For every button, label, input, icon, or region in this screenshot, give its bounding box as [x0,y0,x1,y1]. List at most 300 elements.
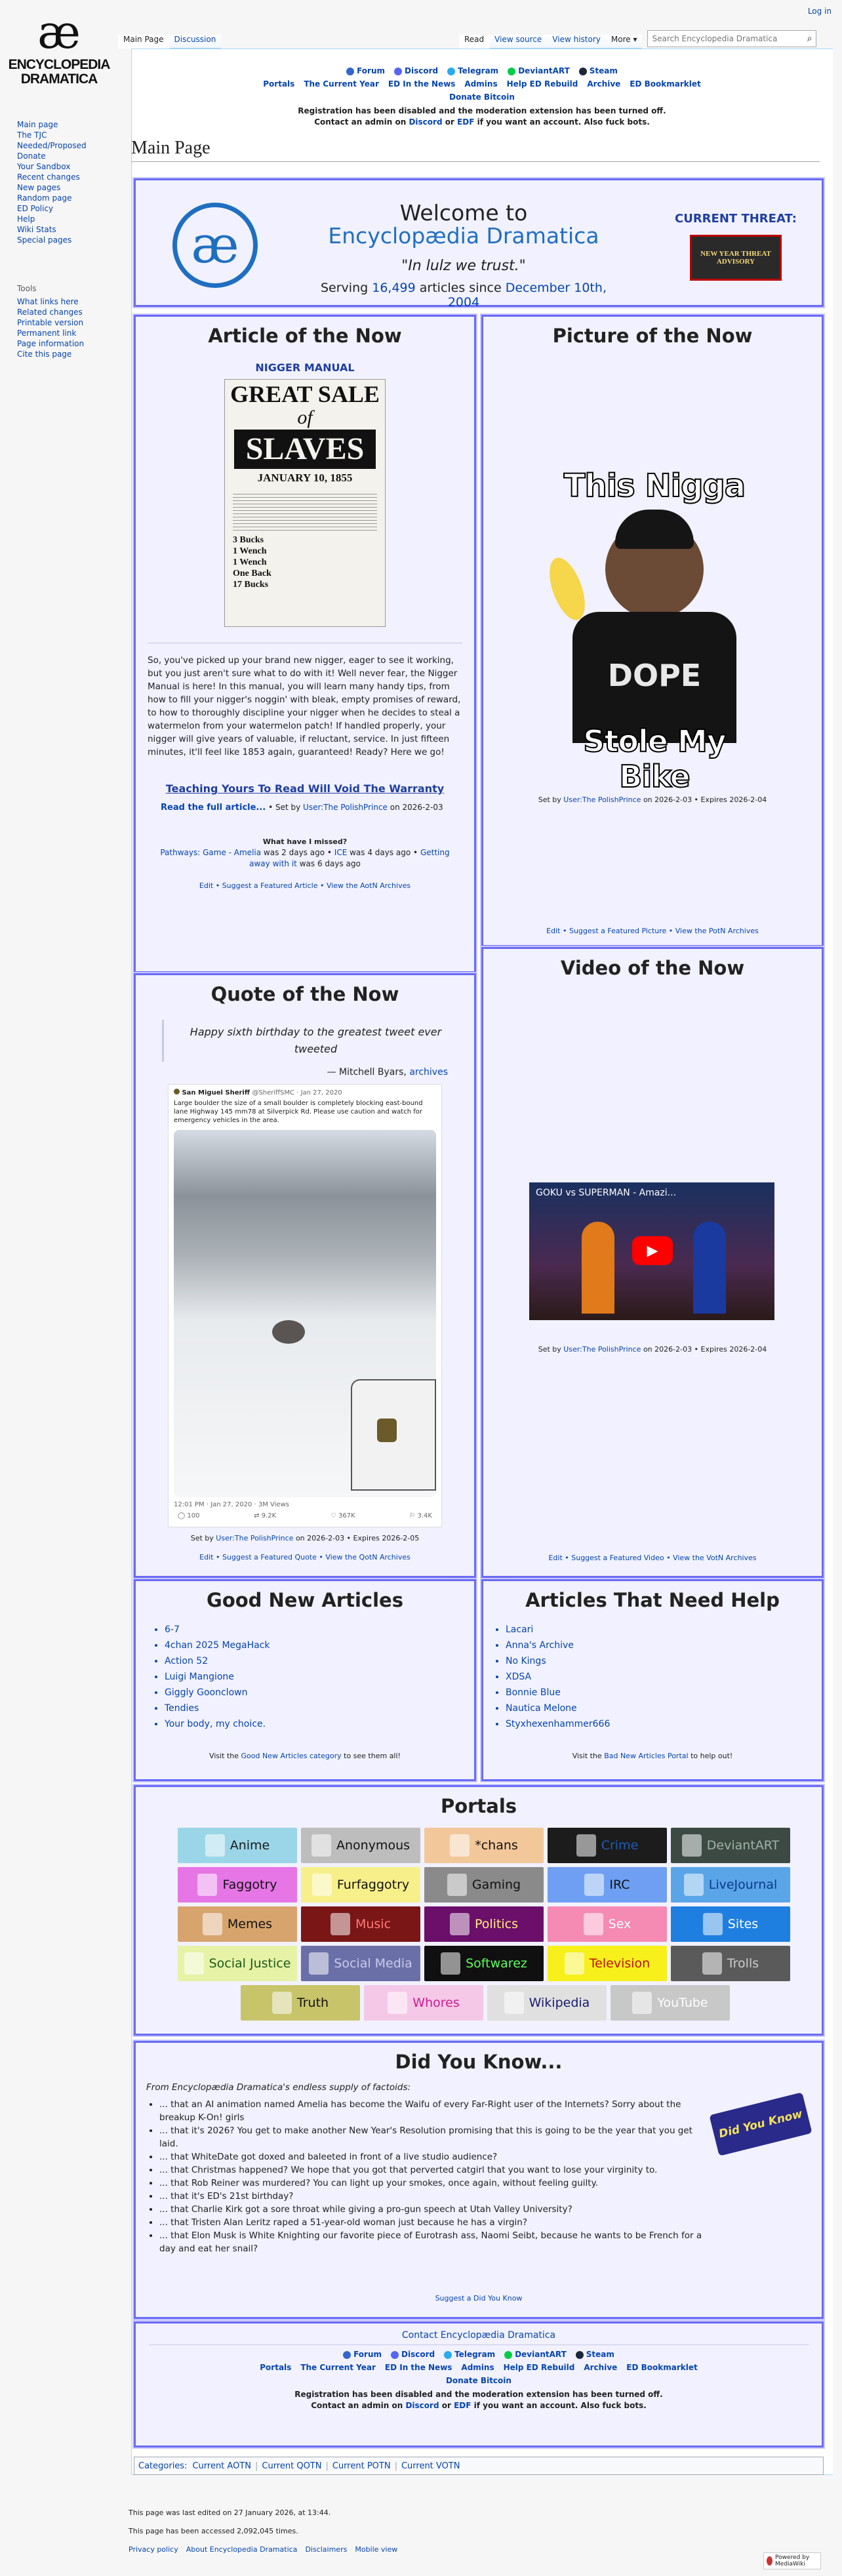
youtube-embed[interactable] [529,1182,774,1320]
serving-b: articles since [419,281,502,295]
sidebar-item-ed-policy[interactable]: ED Policy [17,204,54,213]
tab-view-source[interactable]: View source [489,35,547,49]
logo-line2: DRAMATICA [20,71,98,87]
dyk-list [159,2098,704,2255]
portal-label: Sites [727,1917,759,1931]
contact-discord-link[interactable]: Discord [409,117,443,127]
logo-line1: ENCYCLOPEDIA [8,57,110,72]
portal-label: Crime [601,1838,639,1853]
namespace-tabs [118,30,221,49]
mobile-view-link[interactable]: Mobile view [355,2545,398,2554]
portal-tile[interactable] [301,1906,420,1942]
potn-box [481,315,824,947]
search-icon[interactable]: ⌕ [807,33,812,44]
mediawiki-icon [767,2556,772,2566]
slave-sale-poster[interactable] [224,379,386,627]
portal-label: Truth [296,1996,329,2010]
portal-label: Wikipedia [529,1996,590,2010]
sidebar-item-page-info[interactable]: Page information [17,339,85,348]
tab-view-history[interactable]: View history [547,35,606,49]
portal-icon [184,1952,204,1975]
topnav-row2 [131,79,833,90]
privacy-policy-link[interactable]: Privacy policy [129,2545,178,2554]
contact-steam[interactable] [576,2349,614,2360]
topnav-deviantart-label: DeviantART [518,66,570,75]
qotn-set-user[interactable]: User:The PolishPrince [216,1534,294,1542]
contact-edf-link[interactable]: EDF [457,117,475,127]
bad-articles-portal-link[interactable]: Bad New Articles Portal [604,1752,689,1760]
portal-icon [205,1834,225,1857]
telegram-icon [444,2351,452,2359]
qotn-set-a: Set by [190,1534,214,1542]
portal-tile[interactable] [671,1906,790,1942]
sidebar-tools [17,283,84,359]
list-item: • ... that it's ED's 21st birthday? [159,2190,704,2203]
portal-tile[interactable] [548,1946,667,1981]
contact-registration-notice: Registration has been disabled and the moderation extension has been turned off. [294,2390,663,2399]
contact-archive[interactable]: Archive [584,2363,618,2372]
topnav-current-year[interactable]: The Current Year [304,79,379,89]
tab-main-page[interactable]: Main Page [118,35,169,49]
poster-lot-2: 1 Wench [233,546,267,556]
portal-tile[interactable] [487,1985,607,2021]
list-item: • ... that WhiteDate got doxed and baleeted in front of a live studio audience? [159,2150,704,2163]
list-item[interactable]: • Luigi Mangione [165,1669,474,1685]
sidebar-item-new-pages[interactable]: New pages [17,183,61,192]
potn-set-user[interactable]: User:The PolishPrince [563,795,641,804]
portal-icon [632,1992,652,2014]
list-item: • ... that it's 2026? You get to make another New Year's Resolution promising that this is going to be the year that you get laid. [159,2124,704,2150]
help-articles-heading: Articles That Need Help [525,1589,780,1611]
bookmark-icon: ⚐ [409,1512,416,1519]
categories-label[interactable]: Categories: [138,2461,188,2471]
topnav-forum[interactable] [346,66,385,77]
help-articles-box [481,1579,824,1781]
missed-link-1[interactable]: Pathways: Game - Amelia [160,848,262,857]
portal-tile[interactable] [301,1828,420,1863]
list-item: • ... that Charlie Kirk got a sore throat while giving a pro-gun speech at Utah Valley University? [159,2203,704,2216]
qotn-attrib-a: — Mitchell Byars, [327,1067,407,1077]
portal-tile[interactable] [241,1985,360,2021]
welcome-motto: "In lulz we trust." [401,258,526,274]
contact-title[interactable]: Contact Encyclopædia Dramatica [149,2330,809,2345]
help-articles-footer [483,1752,822,1760]
poster-date: JANUARY 10, 1855 [257,472,353,484]
video-title: GOKU vs SUPERMAN - Amazi... [536,1188,677,1198]
powered-by-text: Powered by MediaWiki [775,2554,810,2567]
list-item[interactable]: • 6-7 [165,1622,474,1638]
topnav-steam-label: Steam [589,66,618,75]
votn-heading: Video of the Now [560,957,745,979]
list-item[interactable]: • Giggly Goonclown [165,1685,474,1701]
portal-tile[interactable] [364,1985,483,2021]
portal-label: Faggotry [222,1878,277,1892]
sidebar-item-random-page[interactable]: Random page [17,193,72,203]
topnav-telegram[interactable] [447,66,498,77]
contact-account-or: or [441,2401,451,2410]
portal-icon [584,1874,604,1896]
contact-box [134,2322,824,2447]
portal-label: Memes [227,1917,273,1931]
qotn-set-b: on 2026-2-03 • Expires 2026-2-05 [295,1534,420,1542]
portals-box [134,1785,824,2036]
sidebar-item-wiki-stats[interactable]: Wiki Stats [17,225,56,234]
search-input[interactable] [652,34,807,43]
topnav-in-the-news[interactable]: ED In the News [388,79,456,89]
footer-links [129,2541,397,2559]
portal-tile[interactable] [611,1985,730,2021]
disclaimers-link[interactable]: Disclaimers [305,2545,348,2554]
portal-label: Anonymous [336,1838,411,1853]
banana-icon [542,553,592,624]
contact-row2 [136,2362,822,2373]
portal-icon [504,1992,524,2014]
portal-label: Anime [230,1838,270,1853]
contact-admins[interactable]: Admins [461,2363,494,2372]
list-item: • ... that an AI animation named Amelia has become the Waifu of every Far-Right user of the Internets? Sorry about the breakup K-On! girls [159,2098,704,2124]
list-item[interactable]: • Anna's Archive [506,1638,822,1653]
portal-label: Trolls [727,1956,759,1971]
votn-set-by [483,1345,822,1354]
tweet-user: San Miguel Sheriff [182,1089,250,1097]
sidebar-item-main-page[interactable]: Main page [17,120,58,129]
portal-tile[interactable] [178,1867,297,1902]
contact-deviantart-label: DeviantART [515,2350,567,2359]
aotn-title[interactable]: NIGGER MANUAL [255,361,355,374]
list-item[interactable]: • Tendies [165,1701,474,1716]
topnav-help-rebuild[interactable]: Help ED Rebuild [506,79,578,89]
sheriff-badge-icon [174,1089,180,1095]
tools-heading: Tools [17,284,37,293]
welcome-line2[interactable]: Encyclopædia Dramatica [328,223,599,249]
discord-icon [394,68,402,75]
missed-link-5[interactable]: Getting away with it [249,848,450,868]
portal-tile[interactable] [178,1906,297,1942]
portal-label: Social Media [334,1956,412,1971]
list-item: • ... that Tristen Alan Leritz raped a 51-year-old woman just because he has a virgin? [159,2216,704,2229]
topnav-discord-label: Discord [405,66,439,75]
goku-figure [582,1222,614,1314]
reply-icon: ◯ [178,1512,186,1519]
topnav-row1 [131,66,833,77]
like-count: 367K [338,1512,355,1519]
portal-tile[interactable] [548,1906,667,1942]
portal-icon [576,1834,596,1857]
aotn-read-more[interactable]: Read the full article... [161,803,266,813]
portal-tile[interactable] [424,1946,544,1981]
contact-forum[interactable] [343,2349,382,2360]
tweet-stats [174,1512,436,1519]
good-articles-box [134,1579,476,1781]
founding-date[interactable]: December 10th, 2004 [447,281,607,310]
list-item: • ... that Elon Musk is White Knighting our favorite piece of Eurotrash ass, Naomi Seibt, because he wants to be French for a day and eat her snail? [159,2229,704,2255]
access-count: This page has been accessed 2,092,045 times. [129,2527,298,2535]
contact-notice-or: or [445,117,454,127]
portal-icon [450,1834,470,1857]
bookmark-stat[interactable] [409,1512,432,1519]
portal-icon [203,1913,222,1935]
contact-account-b: if you want an account. Also fuck bots. [473,2401,647,2410]
sidebar-item-tjc[interactable]: The TJC [17,131,47,140]
portal-icon [388,1992,407,2014]
portal-tile[interactable] [424,1867,544,1902]
more-label: More [611,35,631,44]
topnav-telegram-label: Telegram [458,66,499,75]
potn-set-a: Set by [538,795,561,804]
contact-help-rebuild[interactable]: Help ED Rebuild [503,2363,575,2372]
topnav-archive[interactable]: Archive [587,79,621,89]
poster-lot-5: 17 Bucks [233,580,269,590]
tweet-handle: @SheriffSMC · Jan 27, 2020 [252,1089,342,1097]
list-item[interactable]: • Nautica Melone [506,1701,822,1716]
portal-icon [331,1913,350,1935]
qotn-quote: Happy sixth birthday to the greatest tweet ever tweeted [162,1020,454,1062]
reply-stat[interactable] [178,1512,199,1519]
portals-heading: Portals [440,1795,517,1817]
portal-label: Politics [474,1917,519,1931]
last-edited: This page was last edited on 27 January 2026, at 13:44. [129,2508,331,2517]
portal-icon [584,1913,603,1935]
category-link[interactable]: Current AOTN [192,2461,251,2471]
help-articles-list [506,1622,822,1732]
potn-heading: Picture of the Now [552,325,753,347]
sidebar-item-printable[interactable]: Printable version [17,318,84,327]
sidebar-item-needed[interactable]: Needed/Proposed [17,141,87,150]
potn-image[interactable] [546,468,763,794]
tweet-user-row [174,1089,436,1097]
qotn-heading: Quote of the Now [210,983,399,1005]
votn-box [481,947,824,1578]
retweet-icon: ⇄ [254,1512,260,1519]
sidebar-item-permanent-link[interactable]: Permanent link [17,329,77,338]
retweet-stat[interactable] [254,1512,276,1519]
article-count[interactable]: 16,499 [372,281,416,295]
threat-advisory-image[interactable]: NEW YEAR THREAT ADVISORY [690,235,782,281]
aotn-missed-heading: What have I missed? [262,837,348,846]
list-item[interactable]: • Your body, my choice. [165,1716,474,1732]
play-button-icon[interactable]: ▶ [632,1236,673,1265]
contact-account-discord[interactable]: Discord [405,2401,439,2410]
sidebar-item-related-changes[interactable]: Related changes [17,308,83,317]
list-item[interactable]: • XDSA [506,1669,822,1685]
contact-bookmarklet[interactable]: ED Bookmarklet [626,2363,698,2372]
poster-fine-print [233,491,377,531]
contact-discord[interactable] [391,2349,435,2360]
contact-notice-b: if you want an account. Also fuck bots. [477,117,650,127]
list-item[interactable]: • 4chan 2025 MegaHack [165,1638,474,1653]
poster-lot-3: 1 Wench [233,557,267,567]
portal-tile[interactable] [671,1946,790,1981]
sidebar-item-special-pages[interactable]: Special pages [17,235,72,245]
superman-figure [693,1222,726,1314]
contact-forum-label: Forum [353,2350,382,2359]
poster-great-sale: GREAT SALE [230,381,380,407]
tab-more[interactable] [606,35,643,49]
list-item[interactable]: • No Kings [506,1653,822,1669]
sidebar-item-what-links-here[interactable]: What links here [17,297,79,306]
aotn-missed-list [149,847,461,870]
portal-icon [197,1874,217,1896]
potn-set-b: on 2026-2-03 • Expires 2026-2-04 [643,795,767,804]
portal-label: *chans [475,1838,518,1853]
tab-discussion[interactable]: Discussion [169,35,222,49]
poster-lot-1: 3 Bucks [233,535,264,545]
contact-portals[interactable]: Portals [260,2363,292,2372]
vehicle-badge-icon [377,1419,397,1442]
good-footer-b: to see them all! [344,1752,401,1760]
contact-in-the-news[interactable]: ED In the News [384,2363,452,2372]
contact-deviantart[interactable] [504,2349,567,2360]
portal-tile[interactable] [178,1946,297,1981]
good-articles-category-link[interactable]: Good New Articles category [241,1752,342,1760]
sidebar-nav [17,119,87,245]
tweet-screenshot[interactable] [168,1084,442,1527]
portal-tile[interactable] [548,1828,667,1863]
poster-slaves: SLAVES [234,430,376,469]
steam-icon [576,2351,584,2359]
search-box[interactable] [647,30,816,47]
help-footer-b: to help out! [691,1752,733,1760]
portal-icon [441,1952,460,1975]
like-stat[interactable] [331,1512,355,1519]
category-link[interactable]: Current POTN [332,2461,391,2471]
portal-icon [311,1834,331,1857]
contact-account-notice [136,2400,822,2411]
topnav-bookmarklet[interactable]: ED Bookmarklet [630,79,701,89]
list-item[interactable]: • Bonnie Blue [506,1685,822,1701]
portal-label: Whores [412,1996,460,2010]
potn-caption-top: This Nigga [563,468,746,504]
topnav-donate-bitcoin[interactable]: Donate Bitcoin [449,92,515,102]
portal-label: Sex [608,1917,632,1931]
aotn-warranty[interactable]: Teaching Yours To Read Will Void The Warranty [165,782,445,795]
votn-set-user[interactable]: User:The PolishPrince [563,1345,641,1354]
qotn-footer-links[interactable]: Edit • Suggest a Featured Quote • View the QotN Archives [199,1553,411,1561]
sidebar-item-cite[interactable]: Cite this page [17,350,72,359]
aotn-set-by-user[interactable]: User:The PolishPrince [303,803,388,812]
portal-icon [703,1913,723,1935]
poster-lots [233,534,377,590]
dyk-heading: Did You Know... [395,2051,563,2073]
aotn-read-more-row [161,803,474,813]
portal-tile[interactable] [671,1828,790,1863]
portal-tile[interactable] [301,1867,420,1902]
dyk-suggest-link[interactable]: Suggest a Did You Know [435,2294,523,2303]
portal-tile[interactable] [548,1867,667,1902]
contact-steam-label: Steam [586,2350,614,2359]
portal-label: Gaming [471,1878,521,1892]
welcome-line1: Welcome to [399,200,528,226]
sidebar-item-recent-changes[interactable]: Recent changes [17,172,80,182]
qotn-archives-link[interactable]: archives [409,1067,448,1077]
deviantart-icon [504,2351,512,2359]
did-you-know-badge: Did You Know [709,2092,812,2156]
tab-read[interactable]: Read [459,35,489,49]
contact-telegram-label: Telegram [454,2350,496,2359]
topnav-admins[interactable]: Admins [464,79,498,89]
category-link[interactable]: Current QOTN [262,2461,322,2471]
login-link[interactable]: Log in [807,7,832,16]
heart-icon: ♡ [330,1512,336,1519]
reply-count: 100 [187,1512,200,1519]
dyk-box [134,2041,824,2319]
contact-current-year[interactable]: The Current Year [300,2363,376,2372]
forum-icon [343,2351,351,2359]
missed-text-2: was 2 days ago • [263,848,332,857]
qotn-box [134,973,476,1578]
list-item[interactable]: • Lacari [506,1622,822,1638]
portal-tile[interactable] [671,1867,790,1902]
missed-text-6: was 6 days ago [299,859,361,868]
topnav-steam[interactable] [579,66,618,77]
contact-account-edf[interactable]: EDF [454,2401,471,2410]
aotn-footer-links[interactable]: Edit • Suggest a Featured Article • View the AotN Archives [199,881,411,890]
list-item[interactable]: • Action 52 [165,1653,474,1669]
missed-text-4: was 4 days ago • [350,848,418,857]
registration-notice: Registration has been disabled and the moderation extension has been turned off. [298,106,666,115]
sidebar-item-help[interactable]: Help [17,214,35,224]
topnav-row3 [131,92,833,103]
contact-notice-a: Contact an admin on [314,117,407,127]
portal-tile[interactable] [424,1828,544,1863]
topnav-discord[interactable] [394,66,438,77]
portal-tile[interactable] [178,1828,297,1863]
contact-telegram[interactable] [444,2349,495,2360]
list-item[interactable]: • Styxhexenhammer666 [506,1716,822,1732]
topnav-forum-label: Forum [357,66,385,75]
potn-caption-bottom: Stole My Bike [583,723,726,794]
boulder [272,1320,305,1344]
ed-logo-icon: æ [172,203,258,288]
site-logo[interactable] [8,7,110,102]
good-articles-heading: Good New Articles [207,1589,403,1611]
aotn-heading: Article of the Now [208,325,402,347]
category-link[interactable]: Current VOTN [401,2461,460,2471]
topnav-deviantart[interactable] [508,66,570,77]
forum-icon [346,68,354,75]
discord-icon [391,2351,399,2359]
good-articles-footer [136,1752,474,1760]
votn-footer-links[interactable]: Edit • Suggest a Featured Video • View the VotN Archives [548,1554,757,1562]
portal-icon [312,1874,332,1896]
potn-shirt-text: DOPE [607,658,702,693]
potn-footer-links[interactable]: Edit • Suggest a Featured Picture • View the PotN Archives [546,927,759,935]
about-link[interactable]: About Encyclopedia Dramatica [186,2545,298,2554]
portal-tile[interactable] [424,1906,544,1942]
sidebar-item-sandbox[interactable]: Your Sandbox [17,162,71,171]
powered-by-mediawiki[interactable] [763,2552,821,2569]
portal-icon [565,1952,584,1975]
qotn-set-by [136,1534,474,1542]
help-footer-a: Visit the [572,1752,602,1760]
aotn-box [134,315,476,973]
votn-set-b: on 2026-2-03 • Expires 2026-2-04 [643,1345,767,1354]
sidebar-item-donate[interactable]: Donate [17,151,46,161]
portal-label: Social Justice [209,1956,291,1971]
missed-link-3[interactable]: ICE [334,848,348,857]
topnav-portals[interactable]: Portals [263,79,295,89]
portal-label: Softwarez [466,1956,527,1971]
contact-donate-bitcoin[interactable]: Donate Bitcoin [446,2376,511,2385]
tweet-time: 12:01 PM · Jan 27, 2020 · 3M Views [174,1501,289,1508]
qotn-attrib [136,1067,448,1077]
contact-links [136,2349,822,2411]
portal-label: Television [589,1956,651,1971]
welcome-serving [306,281,621,310]
portal-tile[interactable] [301,1946,420,1981]
potn-cap [615,510,694,549]
deviantart-icon [508,68,515,75]
